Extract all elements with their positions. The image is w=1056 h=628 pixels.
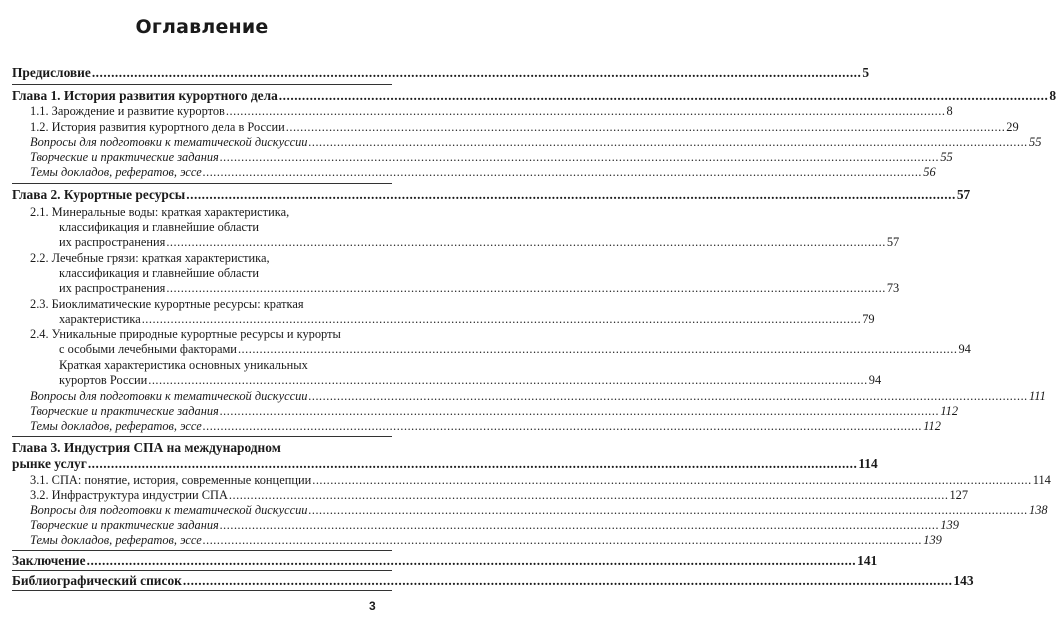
- divider: [12, 590, 392, 591]
- toc-entry-section[interactable]: [30, 120, 1019, 135]
- toc-entry-title: их распространения: [59, 235, 166, 249]
- toc-entry-page: 29: [1006, 120, 1019, 134]
- toc-entry-page: 112: [923, 419, 941, 433]
- toc-entry-title: 1.1. Зарождение и развитие курортов: [30, 104, 225, 118]
- toc-entry-title: курортов России: [59, 373, 148, 387]
- toc-entry-section[interactable]: [30, 104, 953, 119]
- toc-entry-page: 114: [858, 456, 878, 471]
- toc-entry-page: 94: [958, 342, 971, 356]
- toc-entry-title: Заключение: [12, 553, 86, 568]
- toc-entry-page: 8: [1049, 88, 1056, 103]
- toc-entry-section[interactable]: [59, 373, 882, 388]
- toc-entry-section[interactable]: [30, 419, 941, 434]
- toc-entry-section[interactable]: [59, 312, 875, 327]
- dot-leader: ........................................................................................................................................................................................................: [312, 473, 1032, 487]
- toc-entry-page: 57: [886, 235, 900, 249]
- toc-entry-page: 57: [956, 187, 971, 202]
- toc-entry-bibliography[interactable]: [12, 573, 974, 588]
- toc-entry-title: 3.2. Инфраструктура индустрии СПА: [30, 488, 228, 502]
- toc-entry-line: 2.4. Уникальные природные курортные ресурсы и курорты: [30, 327, 341, 341]
- dot-leader: ........................................................................................................................................................................................................: [228, 488, 949, 502]
- toc-entry-chapter-2[interactable]: [12, 187, 971, 202]
- toc-entry-section[interactable]: [30, 488, 969, 503]
- toc-entry-page: 8: [946, 104, 953, 118]
- toc-entry-title: Творческие и практические задания: [30, 150, 219, 164]
- toc-entry-page: 143: [953, 573, 974, 588]
- dot-leader: ........................................................................................................................................................................................................: [308, 503, 1029, 517]
- page-title: Оглавление: [135, 16, 269, 38]
- toc-entry-line: Краткая характеристика основных уникальных: [59, 358, 308, 372]
- toc-entry-title: Темы докладов, рефератов, эссе: [30, 419, 202, 433]
- dot-leader: ........................................................................................................................................................................................................: [182, 573, 953, 588]
- toc-entry-title: Темы докладов, рефератов, эссе: [30, 165, 202, 179]
- dot-leader: ........................................................................................................................................................................................................: [219, 150, 940, 164]
- toc-entry-title: Вопросы для подготовки к тематической дискуссии: [30, 503, 308, 517]
- toc-entry-title: их распространения: [59, 281, 166, 295]
- toc-entry-page: 73: [886, 281, 900, 295]
- toc-entry-title: Предисловие: [12, 65, 91, 80]
- toc-entry-section[interactable]: [59, 235, 900, 250]
- divider: [12, 570, 392, 571]
- toc-entry-title: 1.2. История развития курортного дела в России: [30, 120, 285, 134]
- dot-leader: ........................................................................................................................................................................................................: [141, 312, 862, 326]
- dot-leader: ........................................................................................................................................................................................................: [166, 235, 886, 249]
- toc-entry-chapter-1[interactable]: [12, 88, 1056, 103]
- toc-entry-line: классификация и главнейшие области: [59, 220, 260, 234]
- toc-entry-line: 2.3. Биоклиматические курортные ресурсы: краткая: [30, 297, 304, 311]
- divider: [12, 84, 392, 85]
- toc-entry-title: Вопросы для подготовки к тематической дискуссии: [30, 389, 308, 403]
- toc-entry-section[interactable]: [30, 389, 1046, 404]
- dot-leader: ........................................................................................................................................................................................................: [308, 389, 1029, 403]
- toc-entry-conclusion[interactable]: [12, 553, 878, 568]
- toc-entry-title: 3.1. СПА: понятие, история, современные концепции: [30, 473, 312, 487]
- toc-entry-section[interactable]: [30, 473, 1051, 488]
- toc-entry-page: 55: [1029, 135, 1042, 149]
- toc-entry-title: характеристика: [59, 312, 141, 326]
- dot-leader: ........................................................................................................................................................................................................: [202, 165, 923, 179]
- toc-entry-page: 111: [1029, 389, 1046, 403]
- dot-leader: ........................................................................................................................................................................................................: [219, 404, 940, 418]
- divider: [12, 436, 392, 437]
- toc-entry-title: Вопросы для подготовки к тематической дискуссии: [30, 135, 308, 149]
- toc-entry-title: Библиографический список: [12, 573, 182, 588]
- dot-leader: ........................................................................................................................................................................................................: [202, 533, 923, 547]
- toc-entry-page: 55: [940, 150, 953, 164]
- toc-entry-title: Глава 1. История развития курортного дела: [12, 88, 278, 103]
- dot-leader: ........................................................................................................................................................................................................: [225, 104, 946, 118]
- toc-entry-page: 79: [862, 312, 875, 326]
- dot-leader: ........................................................................................................................................................................................................: [285, 120, 1006, 134]
- toc-entry-page: 94: [868, 373, 882, 387]
- toc-entry-page: 56: [923, 165, 936, 179]
- divider: [12, 183, 392, 184]
- toc-entry-page: 5: [862, 65, 870, 80]
- toc-entry-section[interactable]: [59, 281, 900, 296]
- toc-entry-title: с особыми лечебными факторами: [59, 342, 237, 356]
- toc-entry-section[interactable]: [30, 404, 959, 419]
- toc-entry-page: 139: [923, 533, 942, 547]
- dot-leader: ........................................................................................................................................................................................................: [87, 456, 858, 471]
- toc-entry-section[interactable]: [30, 518, 959, 533]
- toc-entry-title: Глава 2. Курортные ресурсы: [12, 187, 186, 202]
- toc-entry-page: 114: [1032, 473, 1051, 487]
- divider: [12, 550, 392, 551]
- dot-leader: ........................................................................................................................................................................................................: [219, 518, 940, 532]
- page-number: 3: [369, 599, 376, 613]
- toc-entry-preface[interactable]: [12, 65, 870, 80]
- dot-leader: ........................................................................................................................................................................................................: [278, 88, 1049, 103]
- toc-entry-title: Творческие и практические задания: [30, 518, 219, 532]
- dot-leader: ........................................................................................................................................................................................................: [166, 281, 886, 295]
- toc-entry-line: Глава 3. Индустрия СПА на международном: [12, 440, 281, 455]
- toc-entry-title: Творческие и практические задания: [30, 404, 219, 418]
- toc-entry-page: 139: [940, 518, 959, 532]
- toc-entry-chapter-3[interactable]: [12, 456, 878, 471]
- toc-entry-page: 138: [1029, 503, 1048, 517]
- toc-entry-title: Темы докладов, рефератов, эссе: [30, 533, 202, 547]
- toc-entry-page: 127: [949, 488, 969, 502]
- toc-entry-line: классификация и главнейшие области: [59, 266, 260, 280]
- toc-entry-line: 2.1. Минеральные воды: краткая характеристика,: [30, 205, 290, 219]
- toc-entry-section[interactable]: [30, 533, 942, 548]
- dot-leader: ........................................................................................................................................................................................................: [86, 553, 857, 568]
- dot-leader: ........................................................................................................................................................................................................: [148, 373, 868, 387]
- toc-entry-title: рынке услуг: [12, 456, 87, 471]
- dot-leader: ........................................................................................................................................................................................................: [237, 342, 958, 356]
- dot-leader: ........................................................................................................................................................................................................: [308, 135, 1029, 149]
- toc-entry-section[interactable]: [30, 165, 936, 180]
- toc-entry-line: 2.2. Лечебные грязи: краткая характеристика,: [30, 251, 270, 265]
- toc-entry-section[interactable]: [30, 503, 1048, 518]
- toc-entry-page: 141: [857, 553, 878, 568]
- toc-entry-page: 112: [940, 404, 959, 418]
- dot-leader: ........................................................................................................................................................................................................: [91, 65, 862, 80]
- dot-leader: ........................................................................................................................................................................................................: [186, 187, 956, 202]
- toc-entry-section[interactable]: [59, 342, 971, 357]
- toc-entry-section[interactable]: [30, 135, 1042, 150]
- dot-leader: ........................................................................................................................................................................................................: [202, 419, 923, 433]
- toc-entry-section[interactable]: [30, 150, 953, 165]
